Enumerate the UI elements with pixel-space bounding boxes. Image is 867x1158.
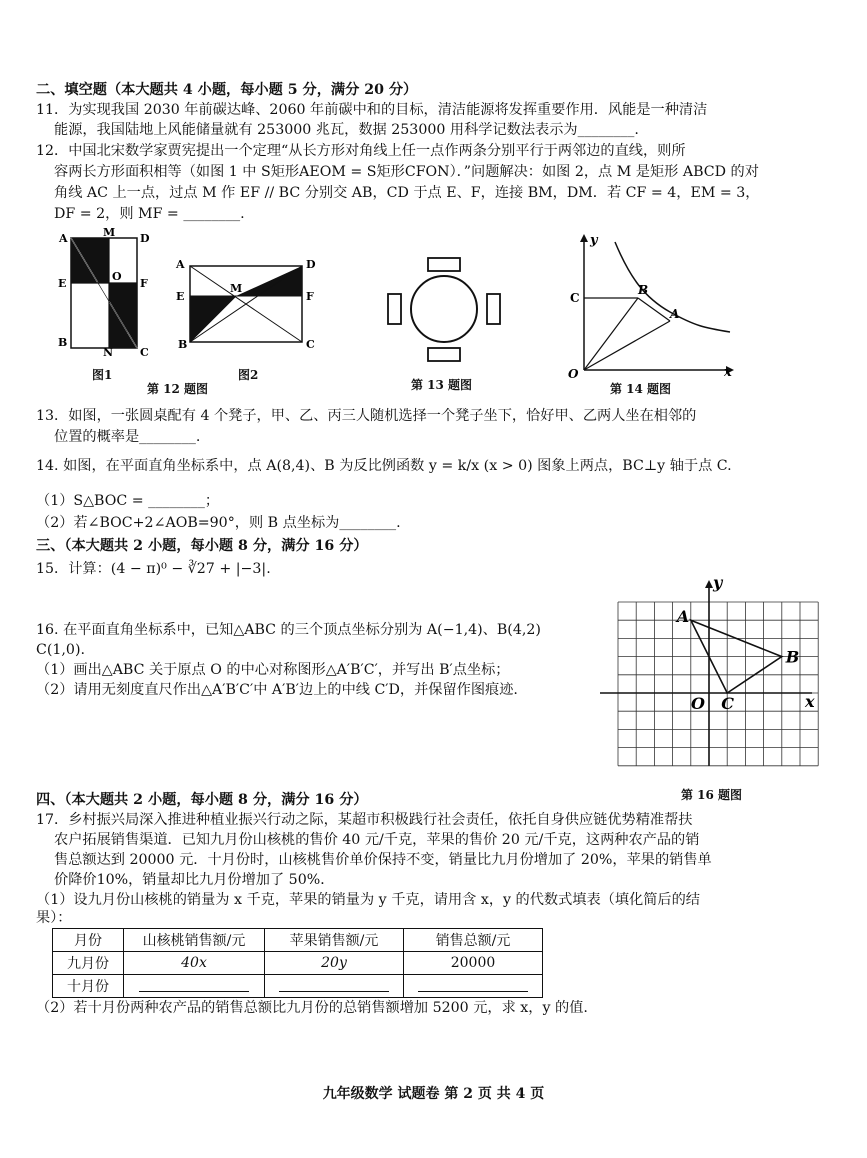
fig1-label-M: M xyxy=(103,226,116,239)
svg-text:A: A xyxy=(176,258,185,271)
page-footer: 九年级数学 试题卷 第 2 页 共 4 页 xyxy=(322,1086,545,1102)
svg-text:y: y xyxy=(590,233,598,248)
fig12-label-fig2: 图2 xyxy=(238,368,259,382)
fig14-caption: 第 14 题图 xyxy=(610,382,672,396)
q17-line2: 农户拓展销售渠道．已知九月份山核桃的售价 40 元/千克，苹果的售价 20 元/千克，这两种农产品的销 xyxy=(54,832,700,848)
q12-line4: DF = 2，则 MF = ________. xyxy=(54,206,245,222)
q16-part2: （2）请用无刻度直尺作出△A′B′C′中 A′B′边上的中线 C′D，并保留作图痕迹. xyxy=(36,682,518,698)
q17-line1: 17．乡村振兴局深入推进种植业振兴行动之际，某超市积极践行社会责任，依托自身供应链优势精准帮扶 xyxy=(36,812,693,828)
svg-text:C: C xyxy=(570,291,580,305)
svg-text:B: B xyxy=(638,283,649,297)
fig16-label-A: A xyxy=(676,607,690,627)
table-cell: 十月份 xyxy=(53,975,124,998)
q14-part1: （1）S△BOC = ________； xyxy=(36,493,220,509)
table-cell: 40x xyxy=(124,952,265,975)
table-header-total: 销售总额/元 xyxy=(404,929,543,952)
fig13-table-figure xyxy=(380,252,510,367)
fig1-label-C: C xyxy=(140,346,149,359)
q13-line2: 位置的概率是________. xyxy=(54,429,201,445)
q15-line1: 15．计算：(4 − π)⁰ − ∛27 + |−3|. xyxy=(36,561,271,577)
table-cell: 20000 xyxy=(404,952,543,975)
svg-text:C: C xyxy=(306,338,315,351)
fig1-label-A: A xyxy=(59,232,68,245)
table-cell: 九月份 xyxy=(53,952,124,975)
q13-line1: 13．如图，一张圆桌配有 4 个凳子，甲、乙、丙三人随机选择一个凳子坐下，恰好甲、乙两人坐在相邻的 xyxy=(36,408,697,424)
section-3-header: 三、（本大题共 2 小题，每小题 8 分，满分 16 分） xyxy=(36,538,368,554)
fig12-label-fig1: 图1 xyxy=(92,368,113,382)
fig1-label-F: F xyxy=(140,277,148,290)
svg-text:B: B xyxy=(178,338,188,351)
fig12-figure2 xyxy=(170,250,320,355)
section-4-header: 四、（本大题共 2 小题，每小题 8 分，满分 16 分） xyxy=(36,792,368,808)
q17-part1a: （1）设九月份山核桃的销量为 x 千克，苹果的销量为 y 千克，请用含 x，y 的代数式填表（填化简后的结 xyxy=(36,892,700,908)
fig12-figure1 xyxy=(55,228,165,358)
fig16-label-x: x xyxy=(805,692,815,711)
table-cell-blank xyxy=(404,975,543,998)
svg-text:x: x xyxy=(724,365,732,380)
table-header-month: 月份 xyxy=(53,929,124,952)
q16-line1: 16. 在平面直角坐标系中，已知△ABC 的三个顶点坐标分别为 A(−1,4)、B(4,2) xyxy=(36,622,541,638)
fig16-label-B: B xyxy=(785,647,800,667)
svg-text:M: M xyxy=(230,282,243,295)
fig1-label-N: N xyxy=(103,346,114,359)
svg-text:F: F xyxy=(306,290,314,303)
q17-table xyxy=(52,928,543,998)
svg-text:E: E xyxy=(176,290,185,303)
fig14-figure xyxy=(560,228,745,381)
q16-line2: C(1,0). xyxy=(36,642,85,658)
fig16-grid-figure xyxy=(600,574,830,784)
q11-line1: 11．为实现我国 2030 年前碳达峰、2060 年前碳中和的目标，清洁能源将发挥重要作用．风能是一种清洁 xyxy=(36,102,708,118)
fig1-label-E: E xyxy=(58,277,67,290)
table-cell-blank xyxy=(124,975,265,998)
section-2-header: 二、填空题（本大题共 4 小题，每小题 5 分，满分 20 分） xyxy=(36,82,418,98)
q17-line4: 价降价10%，销量却比九月份增加了 50%． xyxy=(54,872,335,888)
q12-line3: 角线 AC 上一点，过点 M 作 EF // BC 分别交 AB，CD 于点 E、F，连接 BM，DM．若 CF = 4，EM = 3， xyxy=(54,185,760,201)
q17-part1b: 果）： xyxy=(36,910,72,926)
q12-line2: 容两长方形面积相等（如图 1 中 S矩形AEOM = S矩形CFON）．”问题解决：如图 2，点 M 是矩形 ABCD 的对 xyxy=(54,164,759,180)
q17-line3: 售总额达到 20000 元．十月份时，山核桃售价单价保持不变，销量比九月份增加了 20%，苹果的销售单 xyxy=(54,852,712,868)
q16-part1: （1）画出△ABC 关于原点 O 的中心对称图形△A′B′C′，并写出 B′点坐标； xyxy=(36,662,510,678)
q14-part2: （2）若∠BOC+2∠AOB=90°，则 B 点坐标为________. xyxy=(36,515,401,531)
q11-line2: 能源，我国陆地上风能储量就有 253000 兆瓦，数据 253000 用科学记数法表示为________. xyxy=(54,122,639,138)
fig16-label-C: C xyxy=(721,694,734,713)
fig16-label-y: y xyxy=(713,573,723,592)
q14-line1: 14. 如图，在平面直角坐标系中，点 A(8,4)、B 为反比例函数 y = k/x (x > 0) 图象上两点，BC⊥y 轴于点 C. xyxy=(36,458,732,474)
fig12-caption: 第 12 题图 xyxy=(147,382,209,396)
table-cell-blank xyxy=(265,975,404,998)
q17-part2: （2）若十月份两种农产品的销售总额比九月份的总销售额增加 5200 元，求 x，y 的值. xyxy=(36,1000,588,1016)
fig1-label-D: D xyxy=(140,232,150,245)
fig13-caption: 第 13 题图 xyxy=(411,378,473,392)
table-header-walnut: 山核桃销售额/元 xyxy=(124,929,265,952)
svg-text:D: D xyxy=(306,258,316,271)
fig16-caption: 第 16 题图 xyxy=(681,788,743,802)
q12-line1: 12．中国北宋数学家贾宪提出一个定理“从长方形对角线上任一点作两条分别平行于两邻边的直线，则所 xyxy=(36,143,686,159)
fig1-label-B: B xyxy=(58,336,68,349)
fig16-label-O: O xyxy=(691,694,705,713)
fig1-label-O: O xyxy=(112,270,122,283)
table-header-apple: 苹果销售额/元 xyxy=(265,929,404,952)
svg-text:O: O xyxy=(568,367,579,381)
svg-text:A: A xyxy=(670,307,680,321)
table-cell: 20y xyxy=(265,952,404,975)
y-axis-arrow xyxy=(705,580,713,588)
